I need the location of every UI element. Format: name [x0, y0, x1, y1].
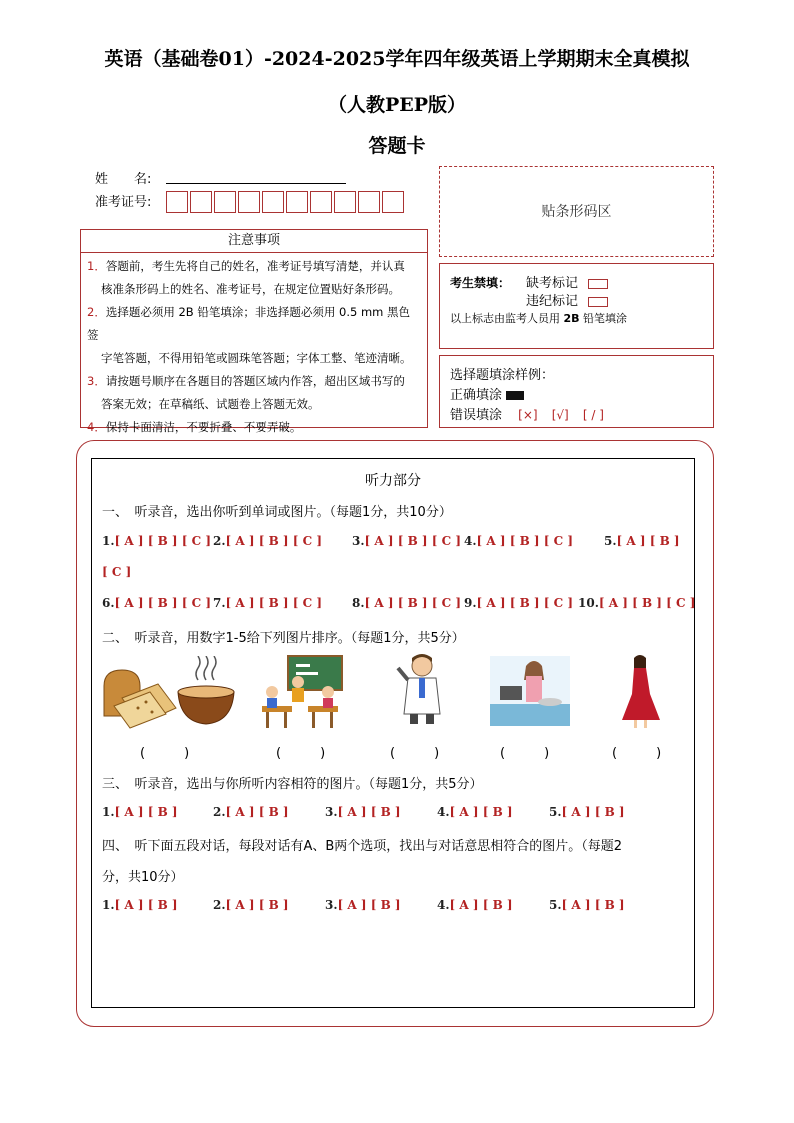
page-title: 英语（基础卷01）-2024-2025学年四年级英语上学期期末全真模拟	[104, 48, 690, 70]
q4-options[interactable]: 4.[ A ] [ B ] [ C ]	[464, 534, 574, 548]
q5-options-wrap[interactable]: [ C ]	[102, 565, 132, 579]
sample-wrong: 错误填涂 [×] [√] [ / ]	[450, 408, 604, 423]
order-blank-3[interactable]: ( )	[390, 746, 440, 761]
note-2: 2．选择题必须用 2B 铅笔填涂；非选择题必须用 0.5 mm 黑色签	[87, 305, 411, 342]
s3-q4-options[interactable]: 4.[ A ] [ B ]	[437, 805, 513, 819]
section-3-heading: 三、 听录音，选出与你所听内容相符的图片。（每题1分，共5分）	[102, 777, 483, 792]
bread-and-porridge-image	[100, 656, 238, 730]
name-line[interactable]	[166, 183, 346, 184]
s4-q1-options[interactable]: 1.[ A ] [ B ]	[102, 898, 178, 912]
sample-heading: 选择题填涂样例：	[450, 368, 555, 383]
notes-box: 注意事项 1．答题前，考生先将自己的姓名，准考证号填写清楚，并认真 核准条形码上的姓名、准考证号，在规定位置贴好条形码。 2．选择题必须用 2B 铅笔填涂；非选择题必须用 0.5 mm 黑色签 字笔答题，不得用铅笔或圆珠笔答题；字体工整、笔迹清晰。 3．请按题号顺序在各题目的答题区域内作答，超出区域书写的 答案无效；在草稿纸、试题卷上答题无效。 4．保持卡面清洁，不要折叠、不要弄破。	[80, 229, 428, 428]
order-blank-2[interactable]: ( )	[276, 746, 326, 761]
s4-q3-options[interactable]: 3.[ A ] [ B ]	[325, 898, 401, 912]
absent-mark[interactable]: 缺考标记	[526, 272, 608, 291]
note-4: 4．保持卡面清洁，不要折叠、不要弄破。	[87, 420, 302, 434]
s3-q2-options[interactable]: 2.[ A ] [ B ]	[213, 805, 289, 819]
barcode-label: 贴条形码区	[541, 204, 612, 220]
cooking-woman-image	[490, 656, 570, 726]
note-1: 1．答题前，考生先将自己的姓名，准考证号填写清楚，并认真	[87, 259, 405, 273]
s4-q4-options[interactable]: 4.[ A ] [ B ]	[437, 898, 513, 912]
s3-q3-options[interactable]: 3.[ A ] [ B ]	[325, 805, 401, 819]
notes-heading: 注意事项	[81, 230, 427, 253]
q9-options[interactable]: 9.[ A ] [ B ] [ C ]	[464, 596, 574, 610]
order-blank-5[interactable]: ( )	[612, 746, 662, 761]
s3-q1-options[interactable]: 1.[ A ] [ B ]	[102, 805, 178, 819]
s4-q5-options[interactable]: 5.[ A ] [ B ]	[549, 898, 625, 912]
id-boxes[interactable]	[166, 191, 426, 217]
classroom-image	[258, 654, 344, 730]
violation-mark[interactable]: 违纪标记	[526, 290, 608, 309]
q8-options[interactable]: 8.[ A ] [ B ] [ C ]	[352, 596, 462, 610]
barcode-area	[439, 166, 714, 257]
order-blank-1[interactable]: ( )	[140, 746, 190, 761]
section-1-heading: 一、 听录音，选出你听到单词或图片。（每题1分，共10分）	[102, 505, 452, 520]
prohibit-note: 以上标志由监考人员用 2B 铅笔填涂	[450, 312, 628, 325]
name-label: 姓 名:	[95, 172, 152, 187]
sample-box	[439, 355, 714, 428]
woman-in-red-dress-image	[614, 654, 664, 730]
listening-heading: 听力部分	[365, 473, 421, 489]
q7-options[interactable]: 7.[ A ] [ B ] [ C ]	[213, 596, 323, 610]
bread-icon	[104, 670, 176, 728]
s4-q2-options[interactable]: 2.[ A ] [ B ]	[213, 898, 289, 912]
prohibit-label: 考生禁填：	[450, 276, 511, 290]
section-2-heading: 二、 听录音，用数字1-5给下列图片排序。（每题1分，共5分）	[102, 631, 465, 646]
q1-options[interactable]: 1.[ A ] [ B ] [ C ]	[102, 534, 212, 548]
s3-q5-options[interactable]: 5.[ A ] [ B ]	[549, 805, 625, 819]
q5-options[interactable]: 5.[ A ] [ B ]	[604, 534, 680, 548]
sample-correct: 正确填涂	[450, 384, 524, 403]
section-4-heading-cont: 分，共10分）	[102, 870, 184, 885]
q2-options[interactable]: 2.[ A ] [ B ] [ C ]	[213, 534, 323, 548]
note-3: 3．请按题号顺序在各题目的答题区域内作答，超出区域书写的	[87, 374, 405, 388]
page-title-edition: （人教PEP版）	[327, 94, 467, 116]
q10-options[interactable]: 10.[ A ] [ B ] [ C ]	[578, 596, 696, 610]
doctor-image	[394, 654, 450, 726]
section-4-heading: 四、 听下面五段对话，每段对话有A、B两个选项，找出与对话意思相符合的图片。（每题2	[102, 839, 623, 854]
id-label: 准考证号:	[95, 195, 152, 210]
order-blank-4[interactable]: ( )	[500, 746, 550, 761]
prohibit-box	[439, 263, 714, 349]
porridge-bowl-icon	[178, 656, 234, 724]
q6-options[interactable]: 6.[ A ] [ B ] [ C ]	[102, 596, 212, 610]
answer-card-title: 答题卡	[368, 135, 426, 157]
q3-options[interactable]: 3.[ A ] [ B ] [ C ]	[352, 534, 462, 548]
